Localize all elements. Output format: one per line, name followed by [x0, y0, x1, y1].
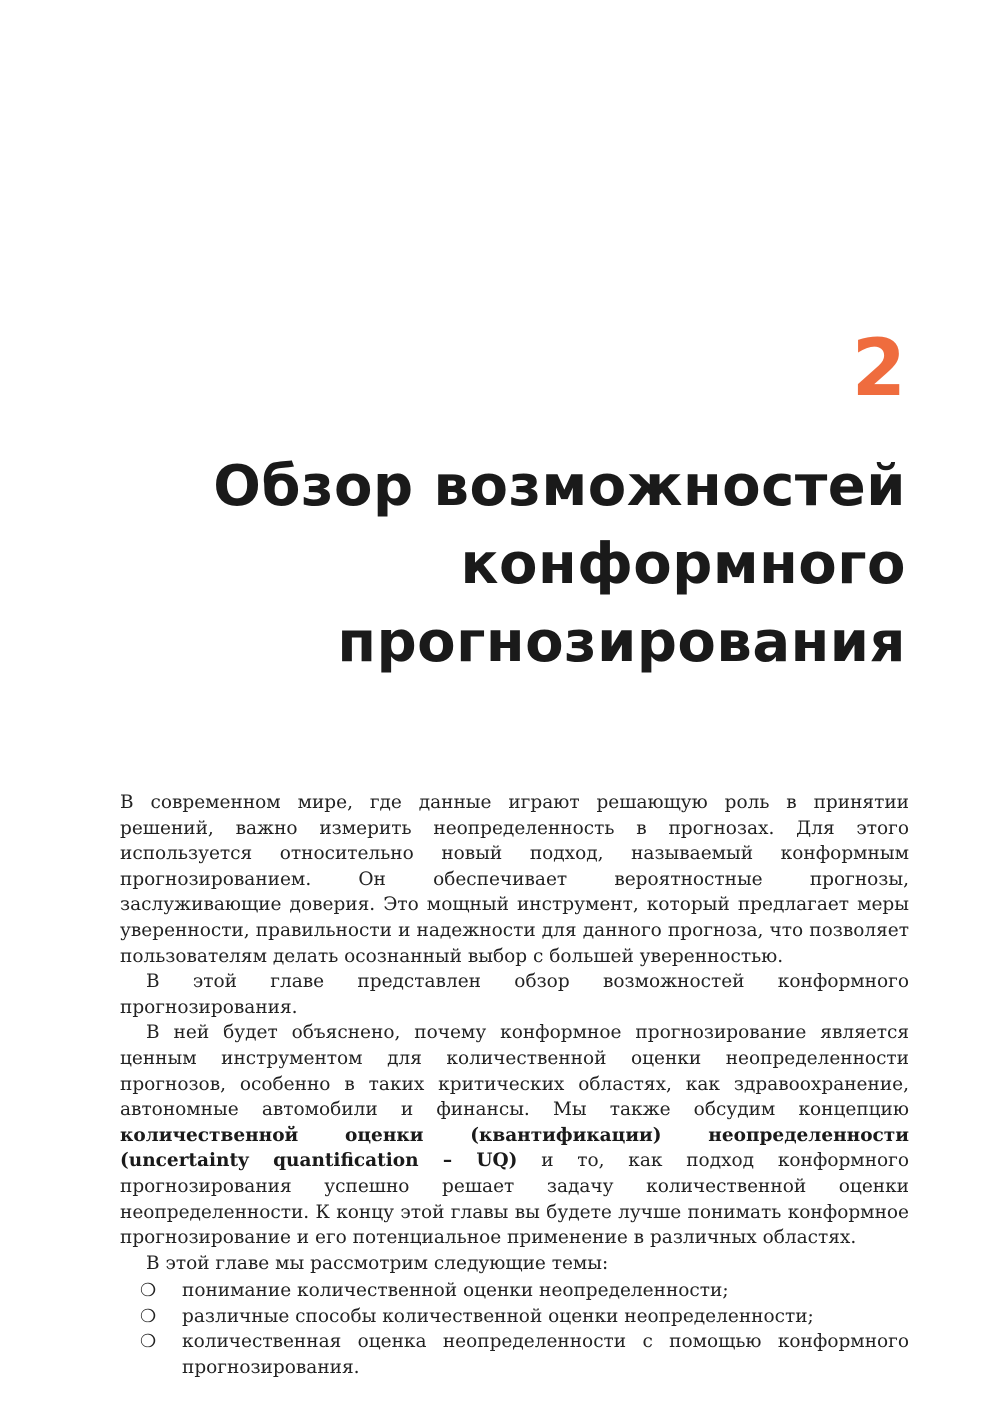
chapter-title-line-1: Обзор возможностей	[213, 454, 906, 519]
intro-paragraph-1: В современном мире, где данные играют решающую роль в принятии решений, важно измерить неопределенность в прогнозах. Для этого используется относительно новый подход, называемый конформным прогнозированием. Он обеспечивает вероятностные прогнозы, заслуживающие доверия. Это мощный инструмент, который предлагает меры уверенности, правильности и надежности для данного прогноза, что позволяет пользователям делать осознанный выбор с большей уверенностью.	[120, 792, 909, 967]
intro-paragraph-3-start: В ней будет объяснено, почему конформное прогнозирование является ценным инструментом для количественной оценки неопределенности прогнозов, особенно в таких критических областях, как здравоохранение, автономные автомобили и финансы. Мы также обсудим концепцию	[120, 1022, 909, 1121]
list-item-text: различные способы количественной оценки неопределенности;	[182, 1305, 814, 1327]
topics-list	[120, 1278, 909, 1380]
list-item	[120, 1304, 909, 1330]
circle-bullet-icon: ❍	[140, 1280, 157, 1302]
intro-paragraph-2: В этой главе представлен обзор возможностей конформного прогнозирования.	[120, 971, 909, 1018]
uq-term: количественной оценки (квантификации) неопределенности (uncertainty quantification – UQ)	[120, 1124, 909, 1172]
chapter-title	[146, 448, 906, 682]
circle-bullet-icon: ❍	[140, 1305, 157, 1327]
list-item	[120, 1329, 909, 1380]
topics-intro: В этой главе мы рассмотрим следующие темы:	[146, 1252, 609, 1274]
chapter-intro	[120, 790, 909, 1381]
list-item-text: количественная оценка неопределенности с помощью конформного прогнозирования.	[182, 1331, 909, 1379]
chapter-title-line-3: прогнозирования	[337, 610, 906, 675]
chapter-number: 2	[851, 324, 906, 414]
intro-paragraph-3	[120, 1020, 909, 1250]
circle-bullet-icon: ❍	[140, 1331, 157, 1353]
chapter-title-line-2: конформного	[460, 532, 906, 597]
list-item-text: понимание количественной оценки неопределенности;	[182, 1280, 729, 1302]
intro-paragraph-3-end: и то, как подход конформного прогнозирования успешно решает задачу количественной оценки неопределенности. К концу этой главы вы будете лучше понимать конформное прогнозирование и его потенциальное применение в различных областях.	[120, 1150, 909, 1249]
list-item	[120, 1278, 909, 1304]
